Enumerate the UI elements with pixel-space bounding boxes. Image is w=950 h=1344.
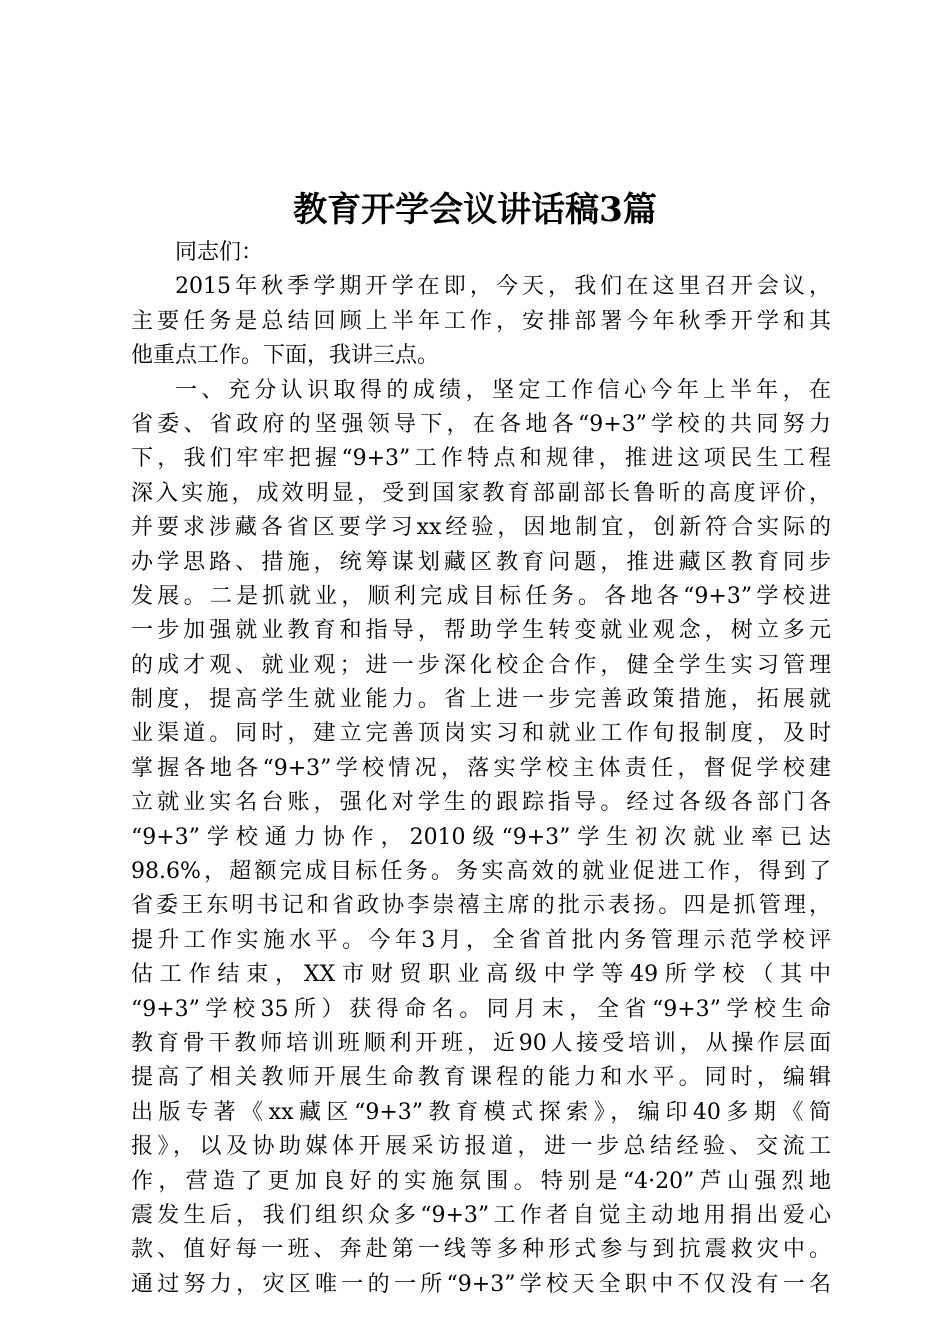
text-line: 发展。二是抓就业，顺利完成目标任务。各地各“9+3”学校进 [131, 583, 831, 609]
text-line: 省委、省政府的坚强领导下，在各地各“9+3”学校的共同努力 [131, 411, 831, 437]
text-line: 作，营造了更加良好的实施氛围。特别是“4·20”芦山强烈地 [131, 1168, 831, 1194]
text-line: “9+3”学校通力协作，2010级“9+3”学生初次就业率已达 [131, 824, 831, 850]
document-title: 教育开学会议讲话稿3篇 [293, 190, 657, 230]
text-line: 教育骨干教师培训班顺利开班，近90人接受培训，从操作层面 [131, 1030, 831, 1056]
text-line: 立就业实名台账，强化对学生的跟踪指导。经过各级各部门各 [131, 790, 831, 816]
text-line: 同志们： [175, 240, 264, 265]
text-line: 震发生后，我们组织众多“9+3”工作者自觉主动地用捐出爱心 [131, 1202, 831, 1228]
text-line: 98.6%，超额完成目标任务。务实高效的就业促进工作，得到了 [131, 859, 831, 885]
text-line: 款、值好每一班、奔赴第一线等多种形式参与到抗震救灾中。 [131, 1237, 831, 1263]
text-line: 通过努力，灾区唯一的一所“9+3”学校天全职中不仅没有一名 [131, 1271, 831, 1297]
text-line: 他重点工作。下面，我讲三点。 [131, 343, 440, 369]
text-line: 深入实施，成效明显，受到国家教育部副部长鲁昕的高度评价， [131, 480, 831, 506]
text-line: 的成才观、就业观；进一步深化校企合作，健全学生实习管理 [131, 652, 831, 678]
text-line: 主要任务是总结回顾上半年工作，安排部署今年秋季开学和其 [131, 308, 831, 334]
text-line: 业渠道。同时，建立完善顶岗实习和就业工作旬报制度，及时 [131, 721, 831, 747]
text-line: 制度，提高学生就业能力。省上进一步完善政策措施，拓展就 [131, 687, 831, 713]
text-line: 提高了相关教师开展生命教育课程的能力和水平。同时，编辑 [131, 1065, 831, 1091]
text-line: 一步加强就业教育和指导，帮助学生转变就业观念，树立多元 [131, 618, 831, 644]
text-line: 省委王东明书记和省政协李崇禧主席的批示表扬。四是抓管理， [131, 893, 831, 919]
text-line: 2015年秋季学期开学在即，今天，我们在这里召开会议， [175, 274, 831, 300]
text-line: 出版专著《xx藏区“9+3”教育模式探索》，编印40多期《简 [131, 1099, 831, 1125]
text-line: 报》，以及协助媒体开展采访报道，进一步总结经验、交流工 [131, 1134, 831, 1160]
text-line: 提升工作实施水平。今年3月，全省首批内务管理示范学校评 [131, 927, 831, 953]
text-line: 掌握各地各“9+3”学校情况，落实学校主体责任，督促学校建 [131, 755, 831, 781]
text-line: 一、充分认识取得的成绩，坚定工作信心今年上半年，在 [175, 377, 831, 403]
text-line: “9+3”学校35所）获得命名。同月末，全省“9+3”学校生命 [131, 996, 831, 1022]
text-line: 办学思路、措施，统筹谋划藏区教育问题，推进藏区教育同步 [131, 549, 831, 575]
text-line: 下，我们牢牢把握“9+3”工作特点和规律，推进这项民生工程 [131, 446, 831, 472]
document-body [131, 236, 831, 1302]
text-line: 估工作结束，XX市财贸职业高级中学等49所学校（其中 [131, 962, 831, 988]
text-line: 并要求涉藏各省区要学习xx经验，因地制宜，创新符合实际的 [131, 515, 831, 541]
